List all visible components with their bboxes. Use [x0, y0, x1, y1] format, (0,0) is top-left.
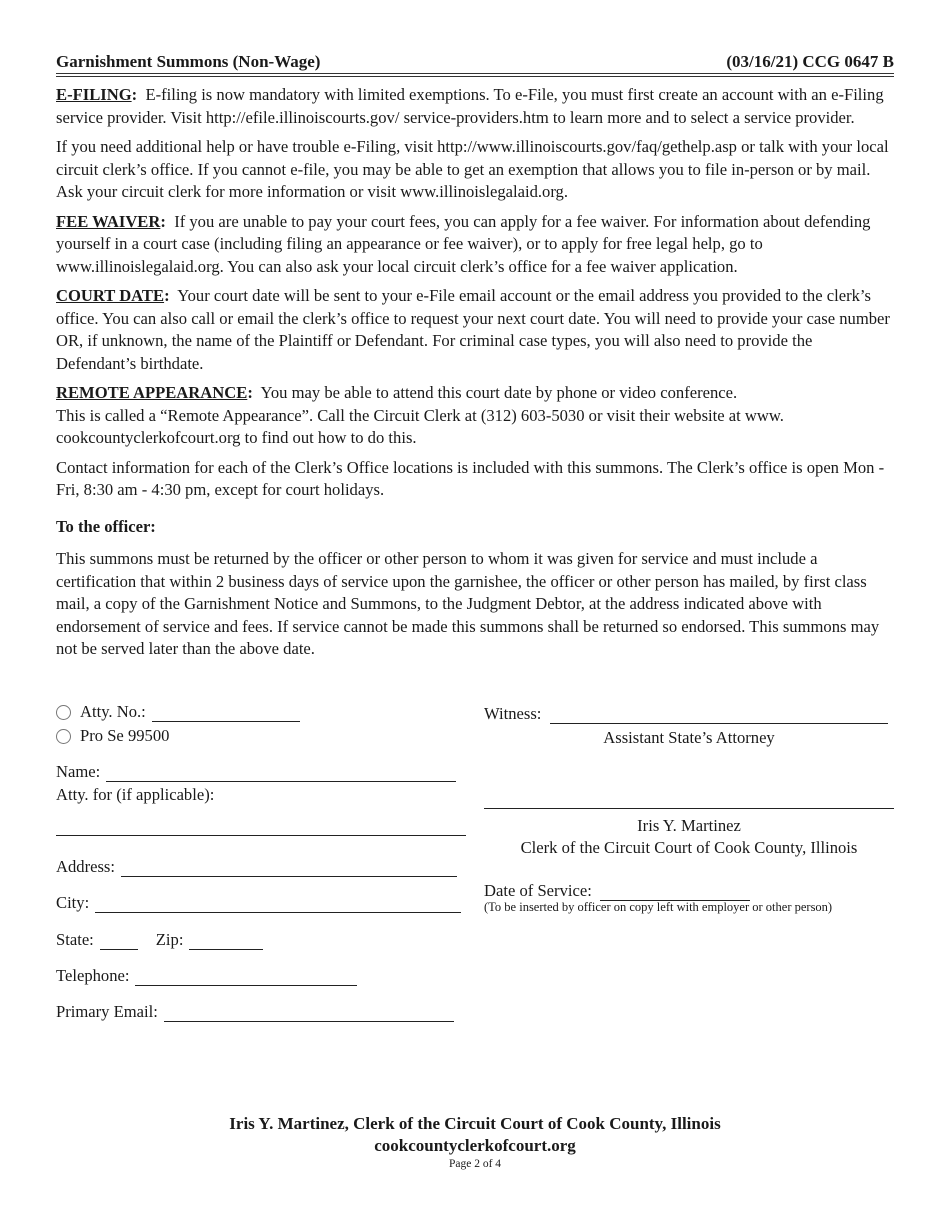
atty-for-line-row [56, 819, 466, 836]
pro-se-label: Pro Se 99500 [80, 726, 170, 745]
efiling-paragraph: E-FILING: E-filing is now mandatory with limited exemptions. To e-File, you must first create an account with an e-Filing service provider. Visit http://efile.illinoiscourts.gov/ service-providers.htm to learn more and to select a service provider. [56, 85, 884, 127]
pro-se-row [56, 726, 169, 746]
clerk-signature-row [484, 792, 894, 809]
address-row [56, 857, 457, 877]
date-of-service-note-row [484, 900, 832, 915]
name-label: Name: [56, 762, 101, 781]
atty-no-field[interactable] [152, 705, 300, 722]
atty-for-field[interactable] [56, 819, 466, 836]
date-of-service-field[interactable] [600, 884, 750, 901]
state-field[interactable] [100, 933, 138, 950]
form-title: Garnishment Summons (Non-Wage) [56, 52, 321, 71]
email-field[interactable] [164, 1005, 454, 1022]
atty-no-row [56, 702, 300, 722]
witness-signature-line[interactable] [550, 707, 888, 724]
efiling-help-paragraph: If you need additional help or have trouble e-Filing, visit http://www.illinoiscourts.gov/faq/gethelp.asp or talk with your local circuit clerk’s office. If you cannot e-file, you may be able to get an exemption that allows you to file in-person or by mail. Ask your circuit clerk for more information or visit www.illinoislegalaid.org. [56, 137, 889, 201]
atty-no-radio[interactable] [56, 705, 71, 720]
officer-heading: To the officer: [56, 516, 156, 536]
contact-paragraph: Contact information for each of the Clerk’s Office locations is included with this summons. The Clerk’s office is open Mon - Fri, 8:30 am - 4:30 pm, except for court holidays. [56, 457, 885, 499]
name-field[interactable] [106, 765, 456, 782]
telephone-row [56, 966, 357, 986]
email-row [56, 1002, 454, 1022]
page-number: Page 2 of 4 [448, 1158, 502, 1170]
zip-label: Zip: [155, 930, 184, 949]
fee-waiver-text: If you are unable to pay your court fees, you can apply for a fee waiver. For information about defending yourself in a court case (including filing an appearance or fee waiver), or to apply for free legal help, go to www.illinoislegalaid.org. You can also ask your local circuit clerk’s office for a fee waiver application. [56, 211, 871, 276]
name-row [56, 762, 456, 782]
state-zip-row [56, 930, 263, 950]
instructions-body [56, 84, 896, 668]
clerk-name: Iris Y. Martinez [637, 816, 741, 835]
witness-row [484, 704, 888, 724]
telephone-field[interactable] [135, 969, 357, 986]
city-label: City: [56, 893, 90, 912]
court-date-paragraph: COURT DATE: Your court date will be sent to your e-File email account or the email address you provided to the clerk’s office. You can also call or email the clerk’s office to request your next court date. You will need to provide your case number OR, if unknown, the name of the Plaintiff or Defendant. For criminal case types, you will also need to provide the Defendant’s birthdate. [56, 286, 890, 373]
address-label: Address: [56, 857, 115, 876]
date-of-service-note: (To be inserted by officer on copy left with employer or other person) [484, 900, 833, 914]
fee-waiver-heading: FEE WAIVER [56, 211, 161, 231]
page-footer [0, 1113, 950, 1171]
atty-for-row [56, 785, 214, 805]
date-of-service-label: Date of Service: [484, 881, 592, 900]
form-code: (03/16/21) CCG 0647 B [726, 52, 894, 71]
atty-for-label: Atty. for (if applicable): [56, 785, 215, 804]
zip-field[interactable] [189, 933, 263, 950]
remote-appearance-text-rest: This is called a “Remote Appearance”. Call the Circuit Clerk at (312) 603-5030 or visit their website at www. cookcountyclerkofcourt.org to find out how to do this. [56, 405, 784, 447]
email-label: Primary Email: [56, 1002, 158, 1021]
page-header [56, 52, 894, 72]
remote-appearance-paragraph: REMOTE APPEARANCE: You may be able to attend this court date by phone or video conference. This is called a “Remote Appearance”. Call the Circuit Clerk at (312) 603-5030 or visit their website at www. cookcountyclerkofcourt.org to find out how to do this. [56, 383, 784, 447]
header-divider [56, 73, 894, 77]
atty-no-label: Atty. No.: [80, 702, 146, 721]
footer-clerk-line: Iris Y. Martinez, Clerk of the Circuit Court of Cook County, Illinois [229, 1114, 721, 1133]
city-row [56, 893, 461, 913]
footer-website: cookcountyclerkofcourt.org [374, 1136, 576, 1155]
pro-se-radio[interactable] [56, 729, 71, 744]
city-field[interactable] [95, 896, 461, 913]
state-label: State: [56, 930, 94, 949]
efiling-text: E-filing is now mandatory with limited exemptions. To e-File, you must first create an account with an e-Filing service provider. Visit http://efile.illinoiscourts.gov/ service-providers.htm to learn more and to select a service provider. [56, 85, 884, 127]
date-of-service-row [484, 881, 750, 901]
remote-appearance-text-line1: You may be able to attend this court date by phone or video conference. [260, 383, 738, 402]
officer-paragraph: This summons must be returned by the officer or other person to whom it was given for service and must include a certification that within 2 business days of service upon the garnishee, the officer or other person has mailed, by first class mail, a copy of the Garnishment Notice and Summons, to the Judgment Debtor, at the address indicated above with endorsement of service and fees. If service cannot be made this summons shall be returned so endorsed. This summons may not be served later than the above date. [56, 549, 880, 658]
witness-label: Witness: [484, 704, 542, 723]
fee-waiver-paragraph: FEE WAIVER: If you are unable to pay your court fees, you can apply for a fee waiver. For information about defending yourself in a court case (including filing an appearance or fee waiver), or to apply for free legal help, go to www.illinoislegalaid.org. You can also ask your local circuit clerk’s office for a fee waiver application. [56, 211, 871, 276]
clerk-name-row [484, 816, 894, 836]
clerk-title-row [484, 838, 894, 858]
clerk-title: Clerk of the Circuit Court of Cook County, Illinois [520, 838, 858, 857]
witness-title-row [484, 728, 894, 748]
efiling-heading: E-FILING [56, 85, 132, 104]
remote-appearance-heading: REMOTE APPEARANCE [56, 383, 248, 402]
clerk-signature-line[interactable] [484, 792, 894, 809]
telephone-label: Telephone: [56, 966, 130, 985]
address-field[interactable] [121, 860, 457, 877]
court-date-heading: COURT DATE [56, 286, 165, 305]
witness-title: Assistant State’s Attorney [603, 728, 775, 747]
court-date-text: Your court date will be sent to your e-File email account or the email address you provided to the clerk’s office. You can also call or email the clerk’s office to request your next court date. You will need to provide your case number OR, if unknown, the name of the Plaintiff or Defendant. For criminal case types, you will also need to provide the Defendant’s birthdate. [56, 286, 890, 373]
